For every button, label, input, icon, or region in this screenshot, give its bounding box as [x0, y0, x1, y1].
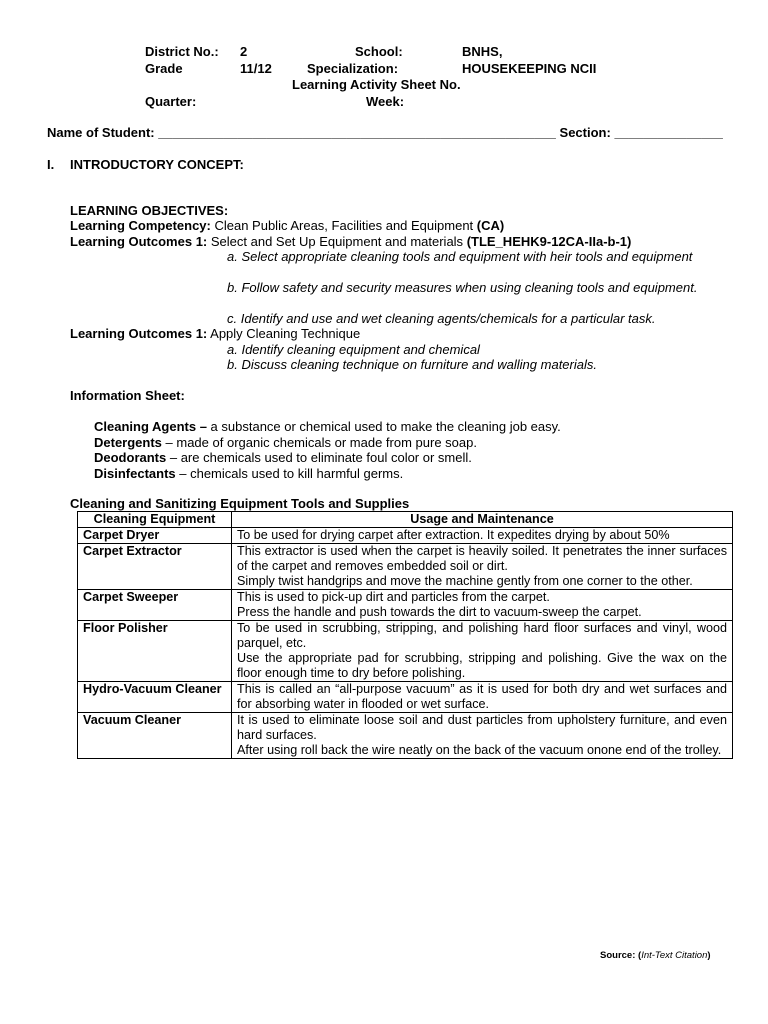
- sheet-title: Learning Activity Sheet No.: [292, 77, 461, 92]
- equipment-usage: [232, 713, 733, 759]
- definition-text: – are chemicals used to eliminate foul color or smell.: [166, 450, 472, 465]
- usage-text: This is called an “all-purpose vacuum” as it is used for both dry and wet surfaces and for absorbing water in flooded or wet surface.: [237, 682, 727, 711]
- section-title: INTRODUCTORY CONCEPT:: [70, 157, 244, 172]
- outcome1-item-c: c. Identify and use and wet cleaning agents/chemicals for a particular task.: [227, 311, 656, 326]
- definition-disinfectants: [94, 466, 403, 481]
- source-text: Int-Text Citation: [641, 950, 708, 961]
- col-header-usage: Usage and Maintenance: [232, 512, 733, 528]
- source-close: ): [707, 950, 711, 961]
- equipment-name: Carpet Extractor: [78, 544, 232, 590]
- table-row: [78, 528, 733, 544]
- usage-text: This extractor is used when the carpet is heavily soiled. It penetrates the inner surfaces of the carpet and removes embedded soil or dirt.: [237, 544, 727, 573]
- source-label: Source: (: [600, 950, 642, 961]
- equipment-usage: [232, 682, 733, 713]
- definition-detergents: [94, 435, 477, 450]
- outcome2-item-b: b. Discuss cleaning technique on furniture and walling materials.: [227, 357, 597, 372]
- table-row: [78, 621, 733, 682]
- section-label: Section:: [559, 125, 611, 140]
- school-value: BNHS,: [462, 44, 503, 59]
- outcome2-line: [70, 326, 360, 341]
- table-header-row: [78, 512, 733, 528]
- section-number: I.: [47, 157, 55, 172]
- definition-text: – chemicals used to kill harmful germs.: [175, 466, 404, 481]
- usage-text: Simply twist handgrips and move the machine gently from one corner to the other.: [237, 574, 693, 588]
- outcome1-label: Learning Outcomes 1:: [70, 234, 208, 249]
- competency-code: (CA): [476, 218, 505, 233]
- student-line: [47, 125, 723, 140]
- col-header-equipment: Cleaning Equipment: [78, 512, 232, 528]
- usage-text: After using roll back the wire neatly on the back of the vacuum onone end of the trolley.: [237, 743, 722, 757]
- table-row: [78, 682, 733, 713]
- equipment-name: Vacuum Cleaner: [78, 713, 232, 759]
- district-label: District No.:: [145, 44, 219, 59]
- definition-text: – made of organic chemicals or made from pure soap.: [161, 435, 477, 450]
- definition-term: Disinfectants: [94, 466, 176, 481]
- outcome2-text: Apply Cleaning Technique: [207, 326, 361, 341]
- definition-term: Detergents: [94, 435, 162, 450]
- usage-text: This is used to pick-up dirt and particles from the carpet.: [237, 590, 550, 604]
- source-citation: [600, 950, 711, 961]
- outcome1-line: [70, 234, 631, 249]
- definition-cleaning-agents: [94, 419, 561, 434]
- student-name-blank: _______________________________________________________: [158, 125, 556, 140]
- equipment-table: [77, 511, 733, 759]
- quarter-label: Quarter:: [145, 94, 197, 109]
- outcome1-item-a: a. Select appropriate cleaning tools and equipment with heir tools and equipment: [227, 249, 693, 264]
- outcome2-item-a: a. Identify cleaning equipment and chemical: [227, 342, 480, 357]
- equipment-name: Hydro-Vacuum Cleaner: [78, 682, 232, 713]
- usage-text: Use the appropriate pad for scrubbing, stripping and polishing. Give the wax on the floor enough time to dry before polishing.: [237, 651, 727, 680]
- table-caption: Cleaning and Sanitizing Equipment Tools and Supplies: [70, 496, 410, 511]
- student-name-label: Name of Student:: [47, 125, 155, 140]
- equipment-name: Carpet Dryer: [78, 528, 232, 544]
- equipment-usage: [232, 590, 733, 621]
- usage-text: It is used to eliminate loose soil and dust particles from upholstery furniture, and even hard surfaces.: [237, 713, 727, 742]
- competency-label: Learning Competency:: [70, 218, 211, 233]
- info-heading: Information Sheet:: [70, 388, 185, 403]
- objectives-heading: LEARNING OBJECTIVES:: [70, 203, 229, 218]
- outcome2-label: Learning Outcomes 1:: [70, 326, 208, 341]
- table-row: [78, 590, 733, 621]
- grade-value: 11/12: [240, 61, 272, 76]
- equipment-usage: [232, 544, 733, 590]
- definition-term: Cleaning Agents –: [94, 419, 207, 434]
- outcome1-item-b: b. Follow safety and security measures when using cleaning tools and equipment.: [227, 280, 698, 295]
- section-blank: _______________: [614, 125, 723, 140]
- grade-label: Grade: [145, 61, 183, 76]
- equipment-usage: [232, 621, 733, 682]
- equipment-name: Carpet Sweeper: [78, 590, 232, 621]
- definition-text: a substance or chemical used to make the cleaning job easy.: [206, 419, 561, 434]
- usage-text: Press the handle and push towards the dirt to vacuum-sweep the carpet.: [237, 605, 642, 619]
- week-label: Week:: [366, 94, 405, 109]
- definition-term: Deodorants: [94, 450, 167, 465]
- table-row: [78, 544, 733, 590]
- usage-text: To be used in scrubbing, stripping, and polishing hard floor surfaces and vinyl, wood parquel, etc.: [237, 621, 727, 650]
- competency-text: Clean Public Areas, Facilities and Equipment: [210, 218, 477, 233]
- school-label: School:: [355, 44, 403, 59]
- competency-line: [70, 218, 504, 233]
- specialization-label: Specialization:: [307, 61, 399, 76]
- outcome1-text: Select and Set Up Equipment and materials: [207, 234, 467, 249]
- definition-deodorants: [94, 450, 472, 465]
- specialization-value: HOUSEKEEPING NCII: [462, 61, 597, 76]
- equipment-usage: [232, 528, 733, 544]
- district-value: 2: [240, 44, 248, 59]
- outcome1-code: (TLE_HEHK9-12CA-IIa-b-1): [466, 234, 632, 249]
- usage-text: To be used for drying carpet after extraction. It expedites drying by about 50%: [237, 528, 670, 542]
- equipment-name: Floor Polisher: [78, 621, 232, 682]
- table-row: [78, 713, 733, 759]
